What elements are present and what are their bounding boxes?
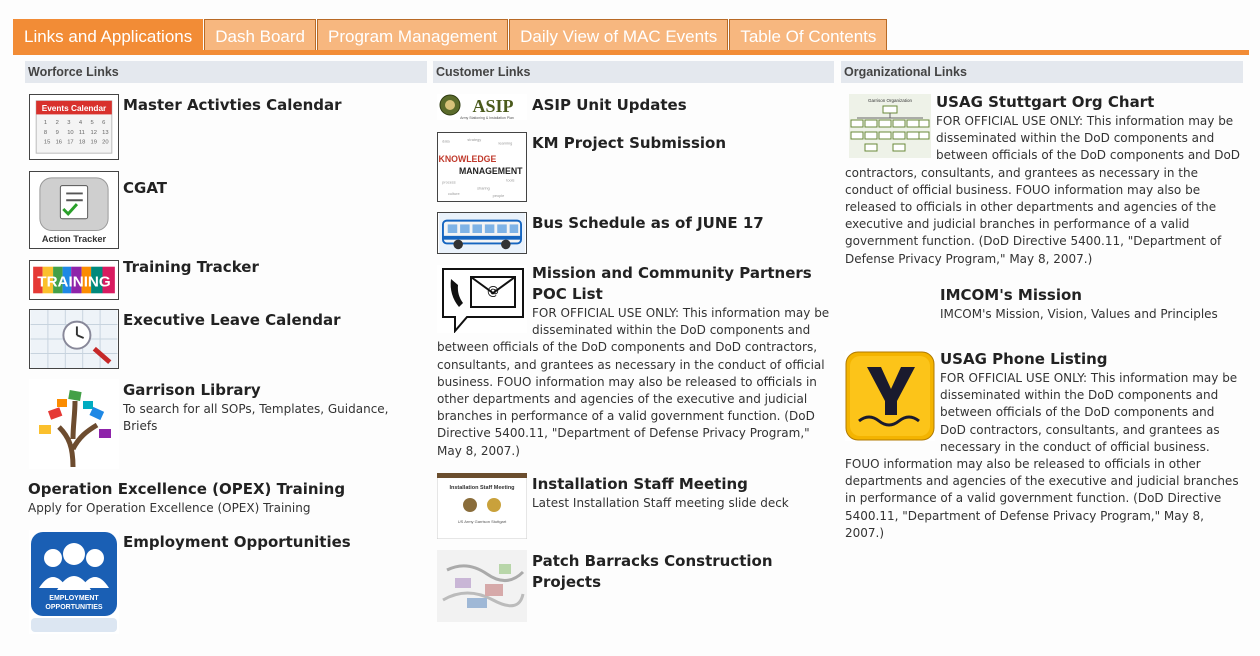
- slide-deck-icon: [437, 473, 527, 539]
- customer-links-column: [433, 61, 834, 651]
- asip-label: ASIP: [472, 96, 514, 116]
- tab-dash-board[interactable]: Dash Board: [204, 19, 316, 52]
- link-description: FOR OFFICIAL USE ONLY: This information may be disseminated within the DoD components and between officials of the DoD components and DoD contractors, consultants, and grantees as necessary in the conduct of official business. FOUO information may also be released to officials in other departments and agencies of the executive and judicial branches in performance of a valid government function. (DoD Directive 5400.11, "Department of Defense Privacy Program," May 8, 2007.): [437, 306, 830, 458]
- link-title[interactable]: Patch Barracks Construction Projects: [532, 552, 773, 591]
- organizational-links-header: Organizational Links: [841, 61, 1243, 83]
- link-asip-unit-updates[interactable]: [433, 92, 833, 122]
- knowledge-management-icon: [437, 132, 527, 202]
- svg-text:8: 8: [43, 129, 48, 136]
- svg-text:12: 12: [90, 129, 97, 136]
- organizational-links-column: [841, 61, 1243, 651]
- link-description: FOR OFFICIAL USE ONLY: This information may be disseminated within the DoD components and between officials of the DoD components and DoD contractors, consultants, and grantees as necessary in the conduct of official business. FOUO information may also be released to officials in other departments and agencies of the executive and judicial branches in performance of a valid government function. (DoD Directive 5400.11, "Department of Defense Privacy Program," May 8, 2007.): [845, 114, 1241, 266]
- link-description: IMCOM's Mission, Vision, Values and Principles: [940, 307, 1218, 321]
- svg-text:people: people: [492, 193, 505, 199]
- training-label: TRAINING: [37, 273, 111, 291]
- svg-text:11: 11: [78, 129, 85, 136]
- employment-opportunities-icon: [29, 530, 119, 634]
- svg-text:18: 18: [78, 139, 86, 146]
- svg-text:10: 10: [67, 129, 74, 136]
- customer-links-header: Customer Links: [433, 61, 834, 83]
- svg-text:6: 6: [102, 120, 106, 127]
- link-title[interactable]: IMCOM's Mission: [940, 286, 1082, 304]
- link-master-activities-calendar[interactable]: [25, 92, 425, 164]
- svg-text:US Army Garrison Stuttgart: US Army Garrison Stuttgart: [457, 519, 507, 524]
- svg-text:16: 16: [55, 139, 63, 146]
- svg-text:19: 19: [90, 139, 97, 146]
- slide-label: Installation Staff Meeting: [449, 485, 515, 491]
- link-usag-phone-listing[interactable]: [841, 349, 1241, 539]
- svg-text:strategy: strategy: [467, 136, 482, 142]
- tab-table-of-contents[interactable]: Table Of Contents: [729, 19, 887, 52]
- svg-text:tools: tools: [506, 177, 515, 183]
- svg-text:culture: culture: [448, 191, 460, 197]
- link-description: Apply for Operation Excellence (OPEX) Training: [28, 501, 311, 515]
- svg-text:1: 1: [43, 120, 48, 127]
- link-installation-staff-meeting[interactable]: [433, 471, 833, 541]
- site-map-icon: [437, 550, 527, 622]
- svg-text:20: 20: [102, 139, 109, 146]
- svg-text:@: @: [487, 284, 499, 298]
- link-title[interactable]: Bus Schedule as of JUNE 17: [532, 214, 764, 232]
- link-title[interactable]: ASIP Unit Updates: [532, 96, 687, 114]
- link-garrison-library[interactable]: [25, 377, 425, 473]
- link-description: Latest Installation Staff meeting slide deck: [532, 496, 789, 510]
- svg-text:process: process: [442, 179, 456, 185]
- link-title[interactable]: Garrison Library: [123, 381, 261, 399]
- workforce-links-header: Worforce Links: [25, 61, 427, 83]
- bus-icon: [437, 212, 527, 254]
- tab-bar: [13, 19, 888, 52]
- link-opex-training[interactable]: [25, 479, 425, 521]
- svg-text:learning: learning: [498, 140, 513, 146]
- svg-text:2: 2: [55, 120, 59, 127]
- link-employment-opportunities[interactable]: [25, 528, 425, 638]
- knowledge-label-line: KNOWLEDGE: [438, 154, 497, 165]
- events-calendar-icon: [29, 94, 119, 160]
- opportunities-label-line: OPPORTUNITIES: [45, 604, 103, 611]
- events-calendar-label: Events Calendar: [41, 104, 107, 113]
- book-tree-icon: [29, 379, 119, 469]
- link-title[interactable]: Operation Excellence (OPEX) Training: [28, 480, 346, 498]
- calendar-clock-icon: [29, 309, 119, 369]
- link-bus-schedule[interactable]: [433, 210, 833, 256]
- asip-logo-icon: [437, 94, 527, 120]
- svg-text:5: 5: [90, 120, 94, 127]
- tab-daily-view-mac-events[interactable]: Daily View of MAC Events: [509, 19, 728, 52]
- link-title[interactable]: Mission and Community Partners POC List: [532, 264, 812, 303]
- link-km-project-submission[interactable]: [433, 130, 833, 204]
- svg-text:17: 17: [67, 139, 74, 146]
- svg-text:sharing: sharing: [477, 185, 490, 191]
- action-tracker-label: Action Tracker: [41, 234, 107, 245]
- link-description: To search for all SOPs, Templates, Guidance, Briefs: [123, 402, 389, 434]
- link-title[interactable]: USAG Stuttgart Org Chart: [936, 93, 1155, 111]
- svg-text:9: 9: [55, 129, 59, 136]
- link-executive-leave-calendar[interactable]: [25, 307, 425, 371]
- link-title[interactable]: Master Activties Calendar: [123, 96, 342, 114]
- link-description: FOR OFFICIAL USE ONLY: This information may be disseminated within the DoD components and between officials of the DoD components and DoD contractors, consultants, and grantees as necessary in the conduct of official business. FOUO information may also be released to officials in other departments and agencies of the executive and judicial branches in performance of a valid government function. (DoD Directive 5400.11, "Department of Defense Privacy Program," May 8, 2007.): [845, 371, 1239, 540]
- svg-text:Garrison Organization: Garrison Organization: [867, 98, 913, 103]
- link-title[interactable]: CGAT: [123, 179, 167, 197]
- svg-text:15: 15: [43, 139, 51, 146]
- svg-text:data: data: [442, 138, 450, 144]
- tab-underline: [13, 50, 1249, 55]
- svg-text:4: 4: [78, 120, 83, 127]
- workforce-links-column: [25, 61, 427, 651]
- tab-links-and-applications[interactable]: Links and Applications: [13, 19, 203, 52]
- svg-text:13: 13: [102, 129, 109, 136]
- svg-text:3: 3: [67, 120, 71, 127]
- asip-sublabel: Army Stationing & Installation Plan: [460, 116, 514, 120]
- link-title[interactable]: USAG Phone Listing: [940, 350, 1108, 368]
- management-label-line: MANAGEMENT: [458, 165, 523, 176]
- link-title[interactable]: KM Project Submission: [532, 134, 727, 152]
- link-title[interactable]: Installation Staff Meeting: [532, 475, 748, 493]
- link-title[interactable]: Executive Leave Calendar: [123, 311, 341, 329]
- link-title[interactable]: Training Tracker: [123, 258, 259, 276]
- link-mission-community-partners[interactable]: [433, 263, 833, 463]
- link-title[interactable]: Employment Opportunities: [123, 533, 351, 551]
- link-patch-barracks-construction[interactable]: [433, 548, 833, 624]
- action-tracker-icon: [29, 171, 119, 249]
- link-imcom-mission[interactable]: [841, 282, 1241, 326]
- link-usag-stuttgart-org-chart[interactable]: [841, 92, 1241, 272]
- link-training-tracker[interactable]: [25, 258, 425, 302]
- training-icon: [29, 260, 119, 300]
- link-cgat[interactable]: [25, 169, 425, 251]
- tab-program-management[interactable]: Program Management: [317, 19, 508, 52]
- employment-label-line: EMPLOYMENT: [49, 595, 99, 602]
